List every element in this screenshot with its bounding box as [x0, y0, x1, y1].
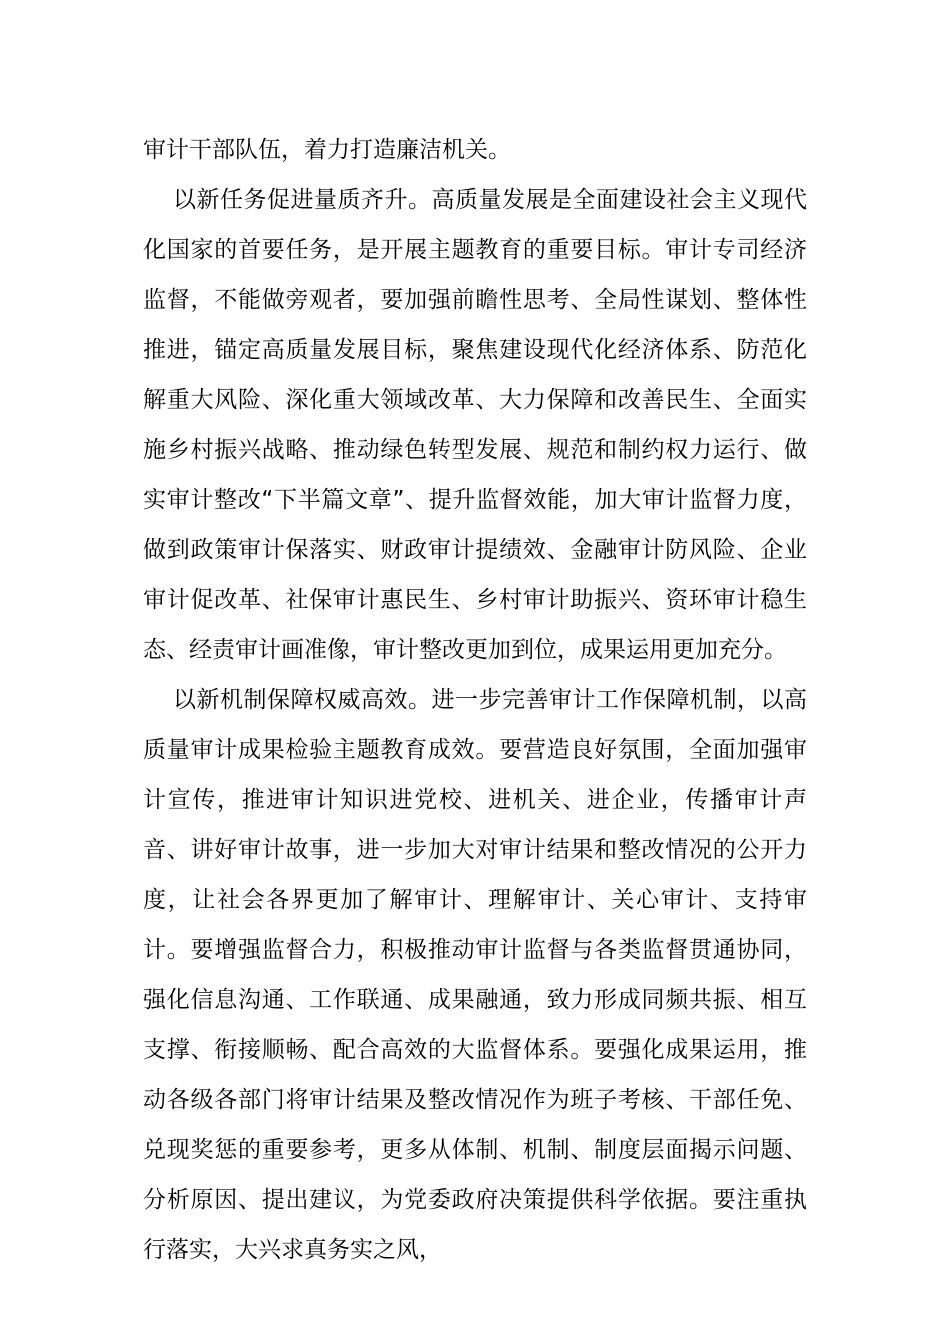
document-body	[143, 125, 807, 1275]
paragraph-new-tasks: 以新任务促进量质齐升。高质量发展是全面建设社会主义现代化国家的首要任务，是开展主题教育的重要目标。审计专司经济监督，不能做旁观者，要加强前瞻性思考、全局性谋划、整体性推进，锚定高质量发展目标，聚焦建设现代化经济体系、防范化解重大风险、深化重大领域改革、大力保障和改善民生、全面实施乡村振兴战略、推动绿色转型发展、规范和制约权力运行、做实审计整改“下半篇文章”、提升监督效能，加大审计监督力度，做到政策审计保落实、财政审计提绩效、金融审计防风险、企业审计促改革、社保审计惠民生、乡村审计助振兴、资环审计稳生态、经责审计画准像，审计整改更加到位，成果运用更加充分。	[143, 187, 807, 663]
paragraph-new-mechanism: 以新机制保障权威高效。进一步完善审计工作保障机制，以高质量审计成果检验主题教育成效。要营造良好氛围，全面加强审计宣传，推进审计知识进党校、进机关、进企业，传播审计声音、讲好审计故事，进一步加大对审计结果和整改情况的公开力度，让社会各界更加了解审计、理解审计、关心审计、支持审计。要增强监督合力，积极推动审计监督与各类监督贯通协同，强化信息沟通、工作联通、成果融通，致力形成同频共振、相互支撑、衔接顺畅、配合高效的大监督体系。要强化成果运用，推动各级各部门将审计结果及整改情况作为班子考核、干部任免、兑现奖惩的重要参考，更多从体制、机制、制度层面揭示问题、分析原因、提出建议，为党委政府决策提供科学依据。要注重执行落实，大兴求真务实之风，	[143, 687, 807, 1263]
paragraph-continuation: 审计干部队伍，着力打造廉洁机关。	[143, 137, 511, 163]
